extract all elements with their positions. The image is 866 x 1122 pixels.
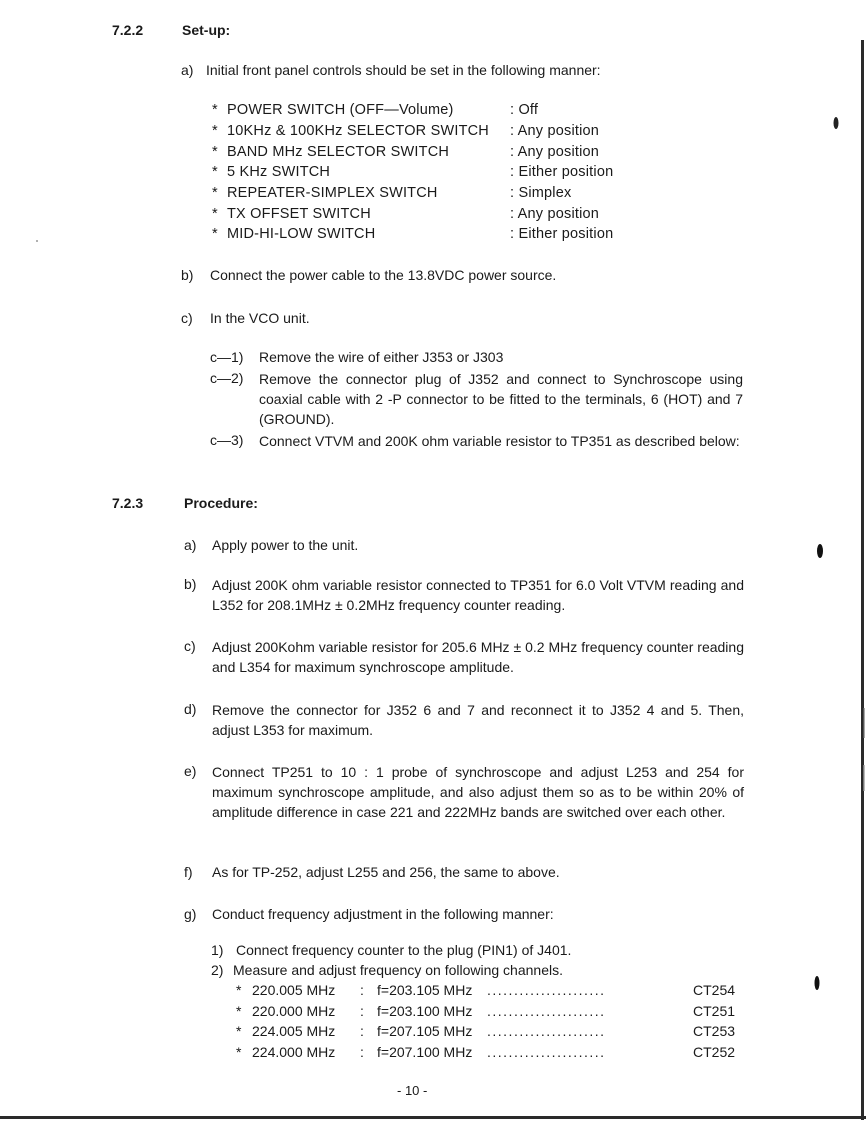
section-title-procedure: Procedure: <box>184 495 258 511</box>
channel-separator: : <box>360 1003 364 1019</box>
channel-bullet: * <box>236 1023 242 1039</box>
proc-c-text: Adjust 200Kohm variable resistor for 205.6 MHz ± 0.2 MHz frequency counter reading and L354 for maximum synchroscope amplitude. <box>212 639 744 675</box>
channel-bullet: * <box>236 1044 242 1060</box>
channel-frequency: 220.005 MHz <box>252 982 336 998</box>
local-frequency: f=203.105 MHz <box>377 982 473 998</box>
leader-dots: ...................... <box>487 1044 606 1060</box>
control-name: POWER SWITCH (OFF—Volume) <box>227 102 454 118</box>
trimmer-ref: CT252 <box>693 1044 736 1060</box>
setup-b-label: b) <box>181 267 194 283</box>
section-title-setup: Set-up: <box>182 22 231 38</box>
control-bullet: * <box>212 206 218 222</box>
section-number-7-2-3: 7.2.3 <box>112 495 144 511</box>
setup-c3-label: c—3) <box>210 432 244 448</box>
proc-b-label: b) <box>184 576 197 592</box>
proc-e-text: Connect TP251 to 10 : 1 probe of synchroscope and adjust L253 and 254 for maximum synchroscope amplitude, and also adjust them so as to be within 20% of amplitude difference in case 221 and 222MHz bands are switched over each other. <box>212 764 744 820</box>
edge-mark <box>863 765 865 791</box>
proc-g2-label: 2) <box>211 962 224 978</box>
control-setting: : Any position <box>510 206 600 222</box>
setup-c-label: c) <box>181 310 193 326</box>
proc-a-text: Apply power to the unit. <box>212 537 359 553</box>
edge-mark <box>863 708 865 738</box>
control-name: 5 KHz SWITCH <box>227 164 331 180</box>
trimmer-ref: CT254 <box>693 982 736 998</box>
proc-d-text: Remove the connector for J352 6 and 7 and reconnect it to J352 4 and 5. Then, adjust L353 for maximum. <box>212 702 744 738</box>
proc-g1-label: 1) <box>211 942 224 958</box>
control-name: REPEATER-SIMPLEX SWITCH <box>227 185 438 201</box>
speck <box>36 240 38 242</box>
setup-c1-label: c—1) <box>210 349 244 365</box>
local-frequency: f=203.100 MHz <box>377 1003 473 1019</box>
setup-c2-text: Remove the connector plug of J352 and connect to Synchroscope using coaxial cable with 2 -P connector to be fitted to the terminals, 6 (HOT) and 7 (GROUND). <box>259 371 743 427</box>
control-bullet: * <box>212 123 218 139</box>
proc-e-label: e) <box>184 763 197 779</box>
control-setting: : Either position <box>510 226 614 242</box>
control-setting: : Off <box>510 102 539 118</box>
control-name: TX OFFSET SWITCH <box>227 206 371 222</box>
control-bullet: * <box>212 185 218 201</box>
proc-f-text: As for TP-252, adjust L255 and 256, the same to above. <box>212 864 560 880</box>
binding-hole-mark <box>817 544 823 558</box>
control-name: MID-HI-LOW SWITCH <box>227 226 376 242</box>
control-bullet: * <box>212 164 218 180</box>
proc-g-label: g) <box>184 906 197 922</box>
proc-f-label: f) <box>184 864 193 880</box>
control-setting: : Simplex <box>510 185 572 201</box>
setup-c3-text: Connect VTVM and 200K ohm variable resistor to TP351 as described below: <box>259 433 740 449</box>
section-number-7-2-2: 7.2.2 <box>112 22 144 38</box>
proc-b-text: Adjust 200K ohm variable resistor connected to TP351 for 6.0 Volt VTVM reading and L352 for 208.1MHz ± 0.2MHz frequency counter reading. <box>212 577 744 613</box>
trimmer-ref: CT253 <box>693 1023 736 1039</box>
leader-dots: ...................... <box>487 1003 606 1019</box>
setup-c1-text: Remove the wire of either J353 or J303 <box>259 349 504 365</box>
control-setting: : Any position <box>510 144 600 160</box>
control-setting: : Either position <box>510 164 614 180</box>
proc-d-label: d) <box>184 701 197 717</box>
channel-separator: : <box>360 1023 364 1039</box>
binding-hole-mark <box>834 117 839 129</box>
channel-bullet: * <box>236 982 242 998</box>
local-frequency: f=207.105 MHz <box>377 1023 473 1039</box>
setup-c-text: In the VCO unit. <box>210 310 310 326</box>
control-bullet: * <box>212 144 218 160</box>
control-bullet: * <box>212 226 218 242</box>
bottom-edge-shadow <box>0 1116 866 1119</box>
local-frequency: f=207.100 MHz <box>377 1044 473 1060</box>
control-name: 10KHz & 100KHz SELECTOR SWITCH <box>227 123 489 139</box>
setup-a-label: a) <box>181 62 194 78</box>
binding-hole-mark <box>815 976 820 990</box>
proc-a-label: a) <box>184 537 197 553</box>
trimmer-ref: CT251 <box>693 1003 736 1019</box>
channel-separator: : <box>360 1044 364 1060</box>
leader-dots: ...................... <box>487 1023 606 1039</box>
control-setting: : Any position <box>510 123 600 139</box>
leader-dots: ...................... <box>487 982 606 998</box>
channel-frequency: 224.000 MHz <box>252 1044 336 1060</box>
setup-a-text: Initial front panel controls should be set in the following manner: <box>206 62 601 78</box>
channel-frequency: 220.000 MHz <box>252 1003 336 1019</box>
proc-g2-text: Measure and adjust frequency on following channels. <box>233 962 563 978</box>
setup-b-text: Connect the power cable to the 13.8VDC power source. <box>210 267 557 283</box>
proc-g1-text: Connect frequency counter to the plug (PIN1) of J401. <box>236 942 572 958</box>
page-number: - 10 - <box>397 1083 428 1098</box>
proc-c-label: c) <box>184 638 196 654</box>
proc-g-text: Conduct frequency adjustment in the following manner: <box>212 906 554 922</box>
channel-frequency: 224.005 MHz <box>252 1023 336 1039</box>
control-bullet: * <box>212 102 218 118</box>
channel-bullet: * <box>236 1003 242 1019</box>
channel-separator: : <box>360 982 364 998</box>
right-edge-shadow <box>861 40 864 1120</box>
control-name: BAND MHz SELECTOR SWITCH <box>227 144 450 160</box>
setup-c2-label: c—2) <box>210 370 244 386</box>
